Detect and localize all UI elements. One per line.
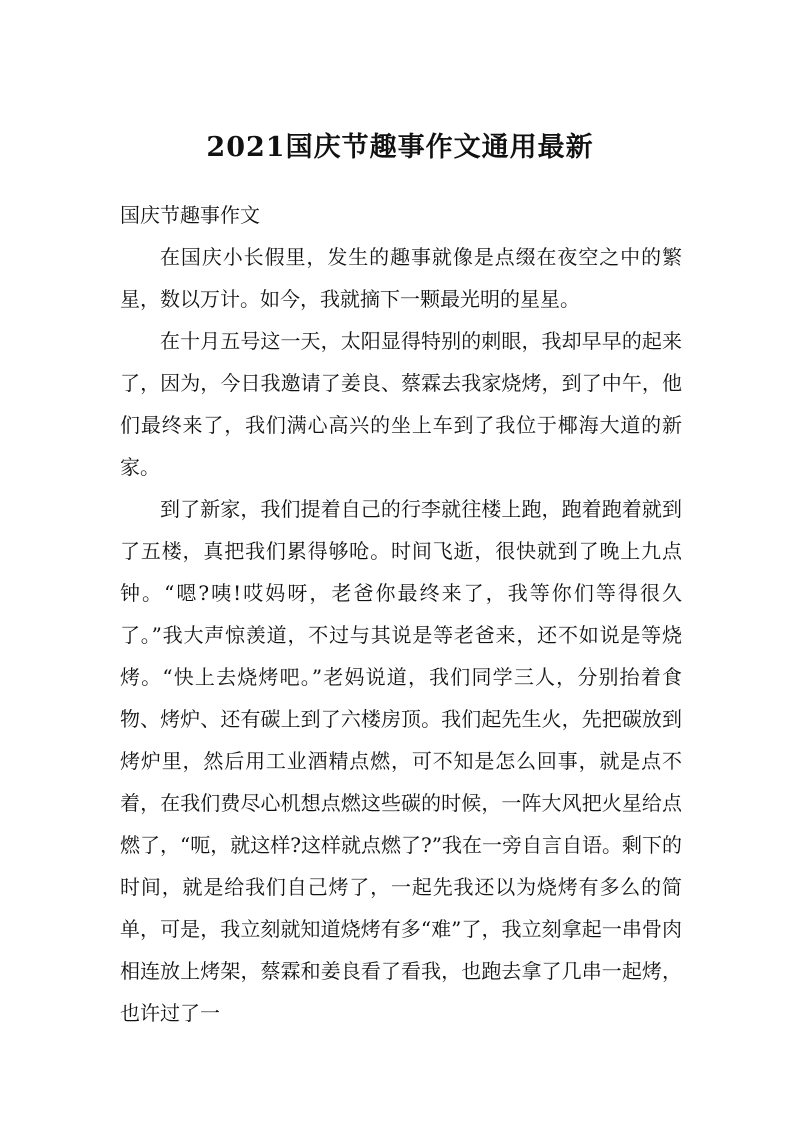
document-title: 2021国庆节趣事作文通用最新 xyxy=(206,132,594,163)
document-body xyxy=(120,236,682,1034)
document-subtitle: 国庆节趣事作文 xyxy=(120,203,260,227)
paragraph-3: 到了新家，我们提着自己的行李就往楼上跑，跑着跑着就到了五楼，真把我们累得够呛。时间飞逝，很快就到了晚上九点钟。“嗯?咦!哎妈呀，老爸你最终来了，我等你们等得很久了。”我大声惊羡道，不过与其说是等老爸来，还不如说是等烧烤。“快上去烧烤吧。”老妈说道，我们同学三人，分别抬着食物、烤炉、还有碳上到了六楼房顶。我们起先生火，先把碳放到烤炉里，然后用工业酒精点燃，可不知是怎么回事，就是点不着，在我们费尽心机想点燃这些碳的时候，一阵大风把火星给点燃了，“呃，就这样?这样就点燃了?”我在一旁自言自语。剩下的时间，就是给我们自己烤了，一起先我还以为烧烤有多么的简单，可是，我立刻就知道烧烤有多“难”了，我立刻拿起一串骨肉相连放上烤架，蔡霖和姜良看了看我，也跑去拿了几串一起烤，也许过了一 xyxy=(120,497,682,1025)
paragraph-2: 在十月五号这一天，太阳显得特别的刺眼，我却早早的起来了，因为，今日我邀请了姜良、蔡霖去我家烧烤，到了中午，他们最终来了，我们满心高兴的坐上车到了我位于椰海大道的新家。 xyxy=(120,329,682,479)
paragraph-1: 在国庆小长假里，发生的趣事就像是点缀在夜空之中的繁星，数以万计。如今，我就摘下一颗最光明的星星。 xyxy=(120,245,682,311)
